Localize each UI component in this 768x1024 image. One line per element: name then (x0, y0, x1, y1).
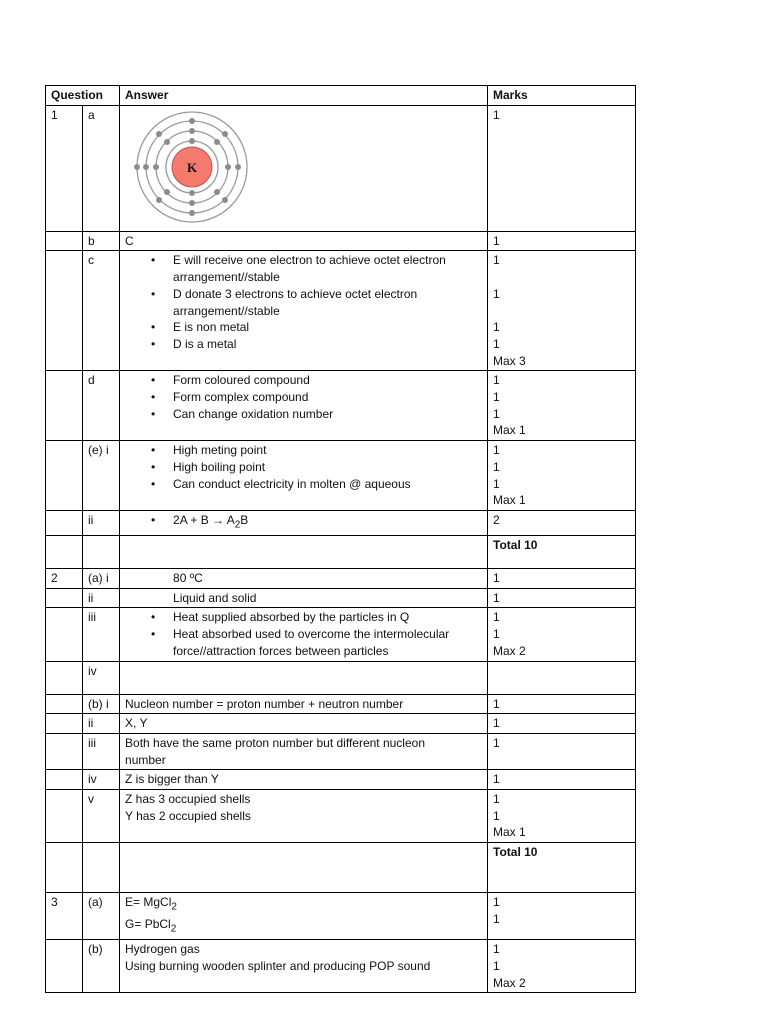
marks-cell: 1 (488, 588, 636, 608)
marks-cell: 1 (488, 733, 636, 769)
marks-cell (488, 790, 636, 843)
mark-value: 1 (493, 390, 500, 404)
answer-bullet: • Can change oxidation number (173, 406, 487, 423)
answer-bullet: • Form coloured compound (173, 372, 487, 389)
max-mark: Max 1 (493, 423, 526, 438)
answer-cell: X, Y (120, 714, 488, 734)
table-row (46, 251, 636, 371)
answer-cell (120, 251, 488, 371)
mark-value: 1 (493, 959, 500, 974)
question-number: 3 (46, 893, 83, 940)
table-row (46, 770, 636, 790)
mark-value: 1 (493, 320, 500, 335)
marks-cell: 1 (488, 770, 636, 790)
total-marks: Total 10 (488, 536, 636, 569)
table-row (46, 231, 636, 251)
header-marks: Marks (488, 86, 636, 106)
mark-value: 1 (493, 476, 500, 491)
max-mark: Max 1 (493, 825, 526, 840)
sub-question: (b) (83, 940, 120, 993)
answer-bullet: • E is non metal (173, 319, 487, 336)
atom-diagram-cell (120, 105, 488, 231)
answer-bullet: • Heat absorbed used to overcome the intermolecular force//attraction forces between particles (173, 626, 487, 659)
table-row (46, 661, 636, 694)
answer-bullet: • D donate 3 electrons to achieve octet electron arrangement//stable (173, 286, 487, 319)
answer-bullet: • D is a metal (173, 336, 487, 353)
table-row (46, 510, 636, 535)
sub-question: iii (83, 733, 120, 769)
table-row (46, 790, 636, 843)
sub-question: (b) i (83, 694, 120, 714)
chemical-equation: • $2A + B \to A_2B$ (173, 512, 487, 534)
table-row (46, 371, 636, 441)
marks-cell (488, 371, 636, 441)
answer-bullet: • E will receive one electron to achieve octet electron arrangement//stable (173, 252, 487, 285)
table-row (46, 694, 636, 714)
answer-cell: E= MgCl$_2$ G= PbCl$_2$ (120, 893, 488, 940)
sub-question: iii (83, 608, 120, 661)
answer-cell (120, 510, 488, 535)
mark-value: 1 (493, 373, 500, 388)
answer-cell (120, 441, 488, 511)
table-row (46, 569, 636, 589)
max-mark: Max 2 (493, 975, 526, 990)
max-mark: Max 2 (493, 643, 526, 658)
sub-question: iv (83, 661, 120, 694)
mark-value: 1 (493, 895, 500, 910)
mark-value: 1 (493, 336, 500, 351)
marking-scheme-table (45, 85, 636, 993)
marks-cell: 1 (488, 569, 636, 589)
sub-question: ii (83, 588, 120, 608)
sub-question: ii (83, 714, 120, 734)
sub-question: iv (83, 770, 120, 790)
answer-bullet: • Form complex compound (173, 389, 487, 406)
sub-question: ii (83, 510, 120, 535)
table-row (46, 733, 636, 769)
answer-cell: Liquid and solid (120, 588, 488, 608)
mark-value: 1 (493, 808, 500, 823)
table-row (46, 893, 636, 940)
question-number: 2 (46, 569, 83, 589)
table-row (46, 714, 636, 734)
sub-question: (a) (83, 893, 120, 940)
total-marks: Total 10 (488, 843, 636, 893)
answer-cell: C (120, 231, 488, 251)
answer-bullet: • High meting point (173, 442, 487, 459)
marks-cell: 1 (488, 105, 636, 231)
mark-value: 1 (493, 459, 500, 474)
nucleus-label: K (186, 159, 198, 175)
marks-cell (488, 608, 636, 661)
table-row (46, 441, 636, 511)
table-row (46, 608, 636, 661)
sub-question: a (83, 105, 120, 231)
answer-bullet-list (125, 442, 487, 492)
sub-question: v (83, 790, 120, 843)
answer-bullet-list (125, 609, 487, 659)
answer-cell: Z is bigger than Y (120, 770, 488, 790)
mark-value: 1 (493, 253, 500, 268)
arrow-icon: → (212, 512, 225, 527)
sub-question: (a) i (83, 569, 120, 589)
answer-bullet: • Heat supplied absorbed by the particles in Q (173, 609, 487, 626)
answer-bullet-list (125, 252, 487, 352)
marks-cell (488, 251, 636, 371)
potassium-atom-diagram (130, 111, 254, 223)
max-mark: Max 3 (493, 353, 526, 368)
table-row (46, 843, 636, 893)
table-header-row (46, 86, 636, 106)
table-row (46, 536, 636, 569)
marks-cell (488, 940, 636, 993)
sub-question: b (83, 231, 120, 251)
sub-question: (e) i (83, 441, 120, 511)
table-row (46, 940, 636, 993)
answer-bullet: • Can conduct electricity in molten @ aqueous (173, 476, 487, 493)
marks-cell (488, 441, 636, 511)
answer-bullet: • High boiling point (173, 459, 487, 476)
answer-cell: 80 ºC (120, 569, 488, 589)
sub-question: d (83, 371, 120, 441)
mark-value: 1 (493, 286, 500, 301)
answer-cell (120, 371, 488, 441)
mark-value: 1 (493, 443, 500, 458)
table-row (46, 588, 636, 608)
answer-bullet-list (125, 372, 487, 422)
mark-value: 1 (493, 627, 500, 642)
mark-value: 1 (493, 911, 500, 926)
mark-value: 1 (493, 942, 500, 957)
answer-cell (120, 608, 488, 661)
marks-cell: 1 (488, 714, 636, 734)
answer-cell: Hydrogen gas Using burning wooden splinter and producing POP sound (120, 940, 488, 993)
question-number: 1 (46, 105, 83, 231)
mark-value: 1 (493, 406, 500, 421)
mark-value: 1 (493, 610, 500, 625)
marks-cell (488, 893, 636, 940)
answer-cell: Nucleon number = proton number + neutron number (120, 694, 488, 714)
max-mark: Max 1 (493, 493, 526, 508)
mark-value: 1 (493, 792, 500, 807)
header-question: Question (46, 86, 120, 106)
marks-cell: 1 (488, 694, 636, 714)
answer-bullet-list (125, 512, 487, 534)
table-row (46, 105, 636, 231)
header-answer: Answer (120, 86, 488, 106)
answer-cell: Both have the same proton number but different nucleon number (120, 733, 488, 769)
marks-cell: 1 (488, 231, 636, 251)
answer-cell: Z has 3 occupied shells Y has 2 occupied shells (120, 790, 488, 843)
sub-question: c (83, 251, 120, 371)
marks-cell: 2 (488, 510, 636, 535)
